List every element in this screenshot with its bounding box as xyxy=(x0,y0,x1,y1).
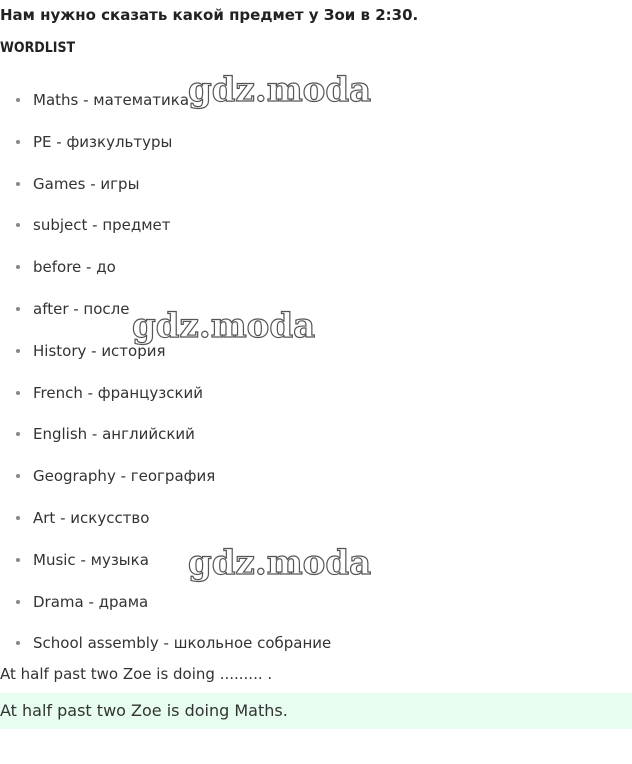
bullet-icon xyxy=(16,265,20,269)
list-item xyxy=(0,247,331,289)
list-item xyxy=(0,540,331,582)
list-item-text: Games - игры xyxy=(33,174,140,193)
bullet-icon xyxy=(16,641,20,645)
list-item-text: Drama - драма xyxy=(33,592,149,611)
task-title: Нам нужно сказать какой предмет у Зои в 2:30. xyxy=(0,6,419,24)
list-item-text: History - история xyxy=(33,341,166,360)
bullet-icon xyxy=(16,391,20,395)
watermark-logo: gdz.moda xyxy=(132,306,316,346)
bullet-icon xyxy=(16,516,20,520)
list-item xyxy=(0,456,331,498)
bullet-icon xyxy=(16,307,20,311)
list-item xyxy=(0,373,331,415)
watermark-logo: gdz.moda xyxy=(188,70,372,110)
list-item-text: subject - предмет xyxy=(33,216,171,235)
list-item-text: School assembly - школьное собрание xyxy=(33,634,332,653)
list-item-text: French - французский xyxy=(33,383,204,402)
wordlist-heading: WORDLIST xyxy=(0,40,76,56)
list-item xyxy=(0,582,331,624)
bullet-icon xyxy=(16,474,20,478)
list-item-text: Geography - география xyxy=(33,467,216,486)
list-item xyxy=(0,164,331,206)
list-item xyxy=(0,498,331,540)
list-item-text: before - до xyxy=(33,258,116,277)
list-item xyxy=(0,414,331,456)
list-item-text: English - английский xyxy=(33,425,195,444)
answer-box: At half past two Zoe is doing Maths. xyxy=(0,693,632,729)
bullet-icon xyxy=(16,98,20,102)
list-item xyxy=(0,289,331,331)
list-item xyxy=(0,623,331,665)
wordlist xyxy=(0,80,331,665)
list-item xyxy=(0,205,331,247)
list-item xyxy=(0,80,331,122)
bullet-icon xyxy=(16,182,20,186)
list-item-text: Art - искусство xyxy=(33,508,150,527)
list-item-text: Music - музыка xyxy=(33,550,149,569)
bullet-icon xyxy=(16,558,20,562)
bullet-icon xyxy=(16,223,20,227)
list-item-text: PE - физкультуры xyxy=(33,132,173,151)
list-item-text: Maths - математика xyxy=(33,91,190,109)
bullet-icon xyxy=(16,349,20,353)
bullet-icon xyxy=(16,432,20,436)
bullet-icon xyxy=(16,600,20,604)
question-text: At half past two Zoe is doing ......... . xyxy=(0,665,273,683)
list-item xyxy=(0,122,331,164)
bullet-icon xyxy=(16,140,20,144)
list-item xyxy=(0,331,331,373)
list-item-text: after - после xyxy=(33,299,130,318)
watermark-logo: gdz.moda xyxy=(188,543,372,583)
